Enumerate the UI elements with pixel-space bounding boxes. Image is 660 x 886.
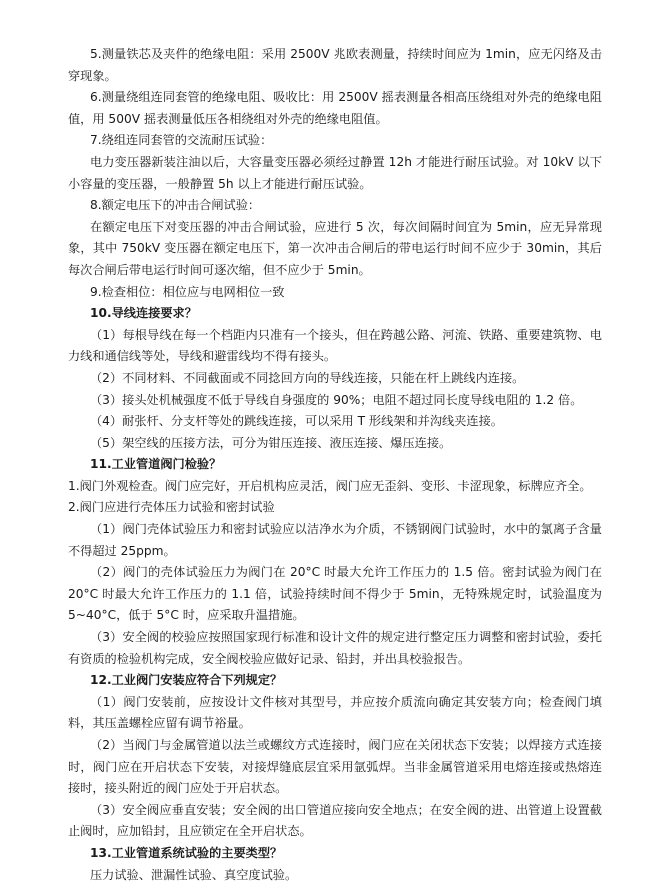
section-heading-10: 10.导线连接要求？ <box>90 306 197 321</box>
paragraph-13: （5）架空线的压接方法，可分为钳压连接、液压连接、爆压连接。 <box>90 435 452 450</box>
section-heading-11: 11.工业管道阀门检验？ <box>90 457 222 472</box>
paragraph-2: 6.测量绕组连同套管的绝缘电阻、吸收比：用 2500V 摇表测量各相高压绕组对外壳的绝缘电阻值，用 500V 摇表测量低压各相绕组对外壳的绝缘电阻值。 <box>68 90 602 126</box>
paragraph-17: （1）阀门壳体试验压力和密封试验应以洁净水为介质，不锈钢阀门试验时，水中的氯离子含量不得超过 25ppm。 <box>68 522 602 558</box>
section-heading-13: 13.工业管道系统试验的主要类型？ <box>90 845 283 860</box>
paragraph-11: （3）接头处机械强度不低于导线自身强度的 90%；电阻不超过同长度导线电阻的 1.2 倍。 <box>90 392 583 407</box>
paragraph-25: 压力试验、泄漏性试验、真空度试验。 <box>90 867 298 882</box>
paragraph-19: （3）安全阀的校验应按照国家现行标准和设计文件的规定进行整定压力调整和密封试验，委托有资质的检验机构完成，安全阀校验应做好记录、铅封，并出具校验报告。 <box>68 630 602 666</box>
paragraph-9: （1）每根导线在每一个档距内只准有一个接头，但在跨越公路、河流、铁路、重要建筑物、电力线和通信线等处，导线和避雷线均不得有接头。 <box>68 327 602 364</box>
paragraph-12: （4）耐张杆、分支杆等处的跳线连接，可以采用 T 形线架和并沟线夹连接。 <box>90 414 503 429</box>
paragraph-15: 1.阀门外观检查。阀门应完好，开启机构应灵活，阀门应无歪斜、变形、卡涩现象，标牌应齐全。 <box>68 478 592 493</box>
paragraph-5: 8.额定电压下的冲击合闸试验： <box>90 198 261 213</box>
paragraph-7: 9.检查相位：相位应与电网相位一致 <box>90 284 285 299</box>
paragraph-6: 在额定电压下对变压器的冲击合闸试验，应进行 5 次，每次间隔时间宜为 5min，应无异常现象，其中 750kV 变压器在额定电压下，第一次冲击合闸后的带电运行时间不应少于 30min，其后每次合闸后带电运行时间可逐次缩，但不应少于 5min。 <box>68 219 602 277</box>
paragraph-18: （2）阀门的壳体试验压力为阀门在 20°C 时最大允许工作压力的 1.5 倍。密封试验为阀门在 20°C 时最大允许工作压力的 1.1 倍，试验持续时间不得少于 5min，无特殊规定时，试验温度为 5~40°C，低于 5°C 时，应采取升温措施。 <box>68 565 602 623</box>
paragraph-16: 2.阀门应进行壳体压力试验和密封试验 <box>68 500 275 515</box>
paragraph-21: （1）阀门安装前，应按设计文件核对其型号，并应按介质流向确定其安装方向；检查阀门填料，其压盖螺栓应留有调节裕量。 <box>68 694 602 731</box>
paragraph-1: 5.测量铁芯及夹件的绝缘电阻：采用 2500V 兆欧表测量，持续时间应为 1min，应无闪络及击穿现象。 <box>68 47 602 83</box>
section-heading-12: 12.工业阀门安装应符合下列规定？ <box>90 673 283 688</box>
paragraph-3: 7.绕组连同套管的交流耐压试验： <box>90 133 273 148</box>
paragraph-22: （2）当阀门与金属管道以法兰或螺纹方式连接时，阀门应在关闭状态下安装；以焊接方式连接时，阀门应在开启状态下安装，对接焊缝底层宜采用氩弧焊。当非金属管道采用电熔连接或热熔连接时，接头附近的阀门应处于开启状态。 <box>68 738 602 796</box>
paragraph-10: （2）不同材料、不同截面或不同捻回方向的导线连接，只能在杆上跳线内连接。 <box>90 370 525 385</box>
paragraph-23: （3）安全阀应垂直安装；安全阀的出口管道应接向安全地点；在安全阀的进、出管道上设置截止阀时，应加铅封，且应锁定在全开启状态。 <box>68 802 602 839</box>
paragraph-4: 电力变压器新装注油以后，大容量变压器必须经过静置 12h 才能进行耐压试验。对 10kV 以下小容量的变压器，一般静置 5h 以上才能进行耐压试验。 <box>68 154 602 191</box>
